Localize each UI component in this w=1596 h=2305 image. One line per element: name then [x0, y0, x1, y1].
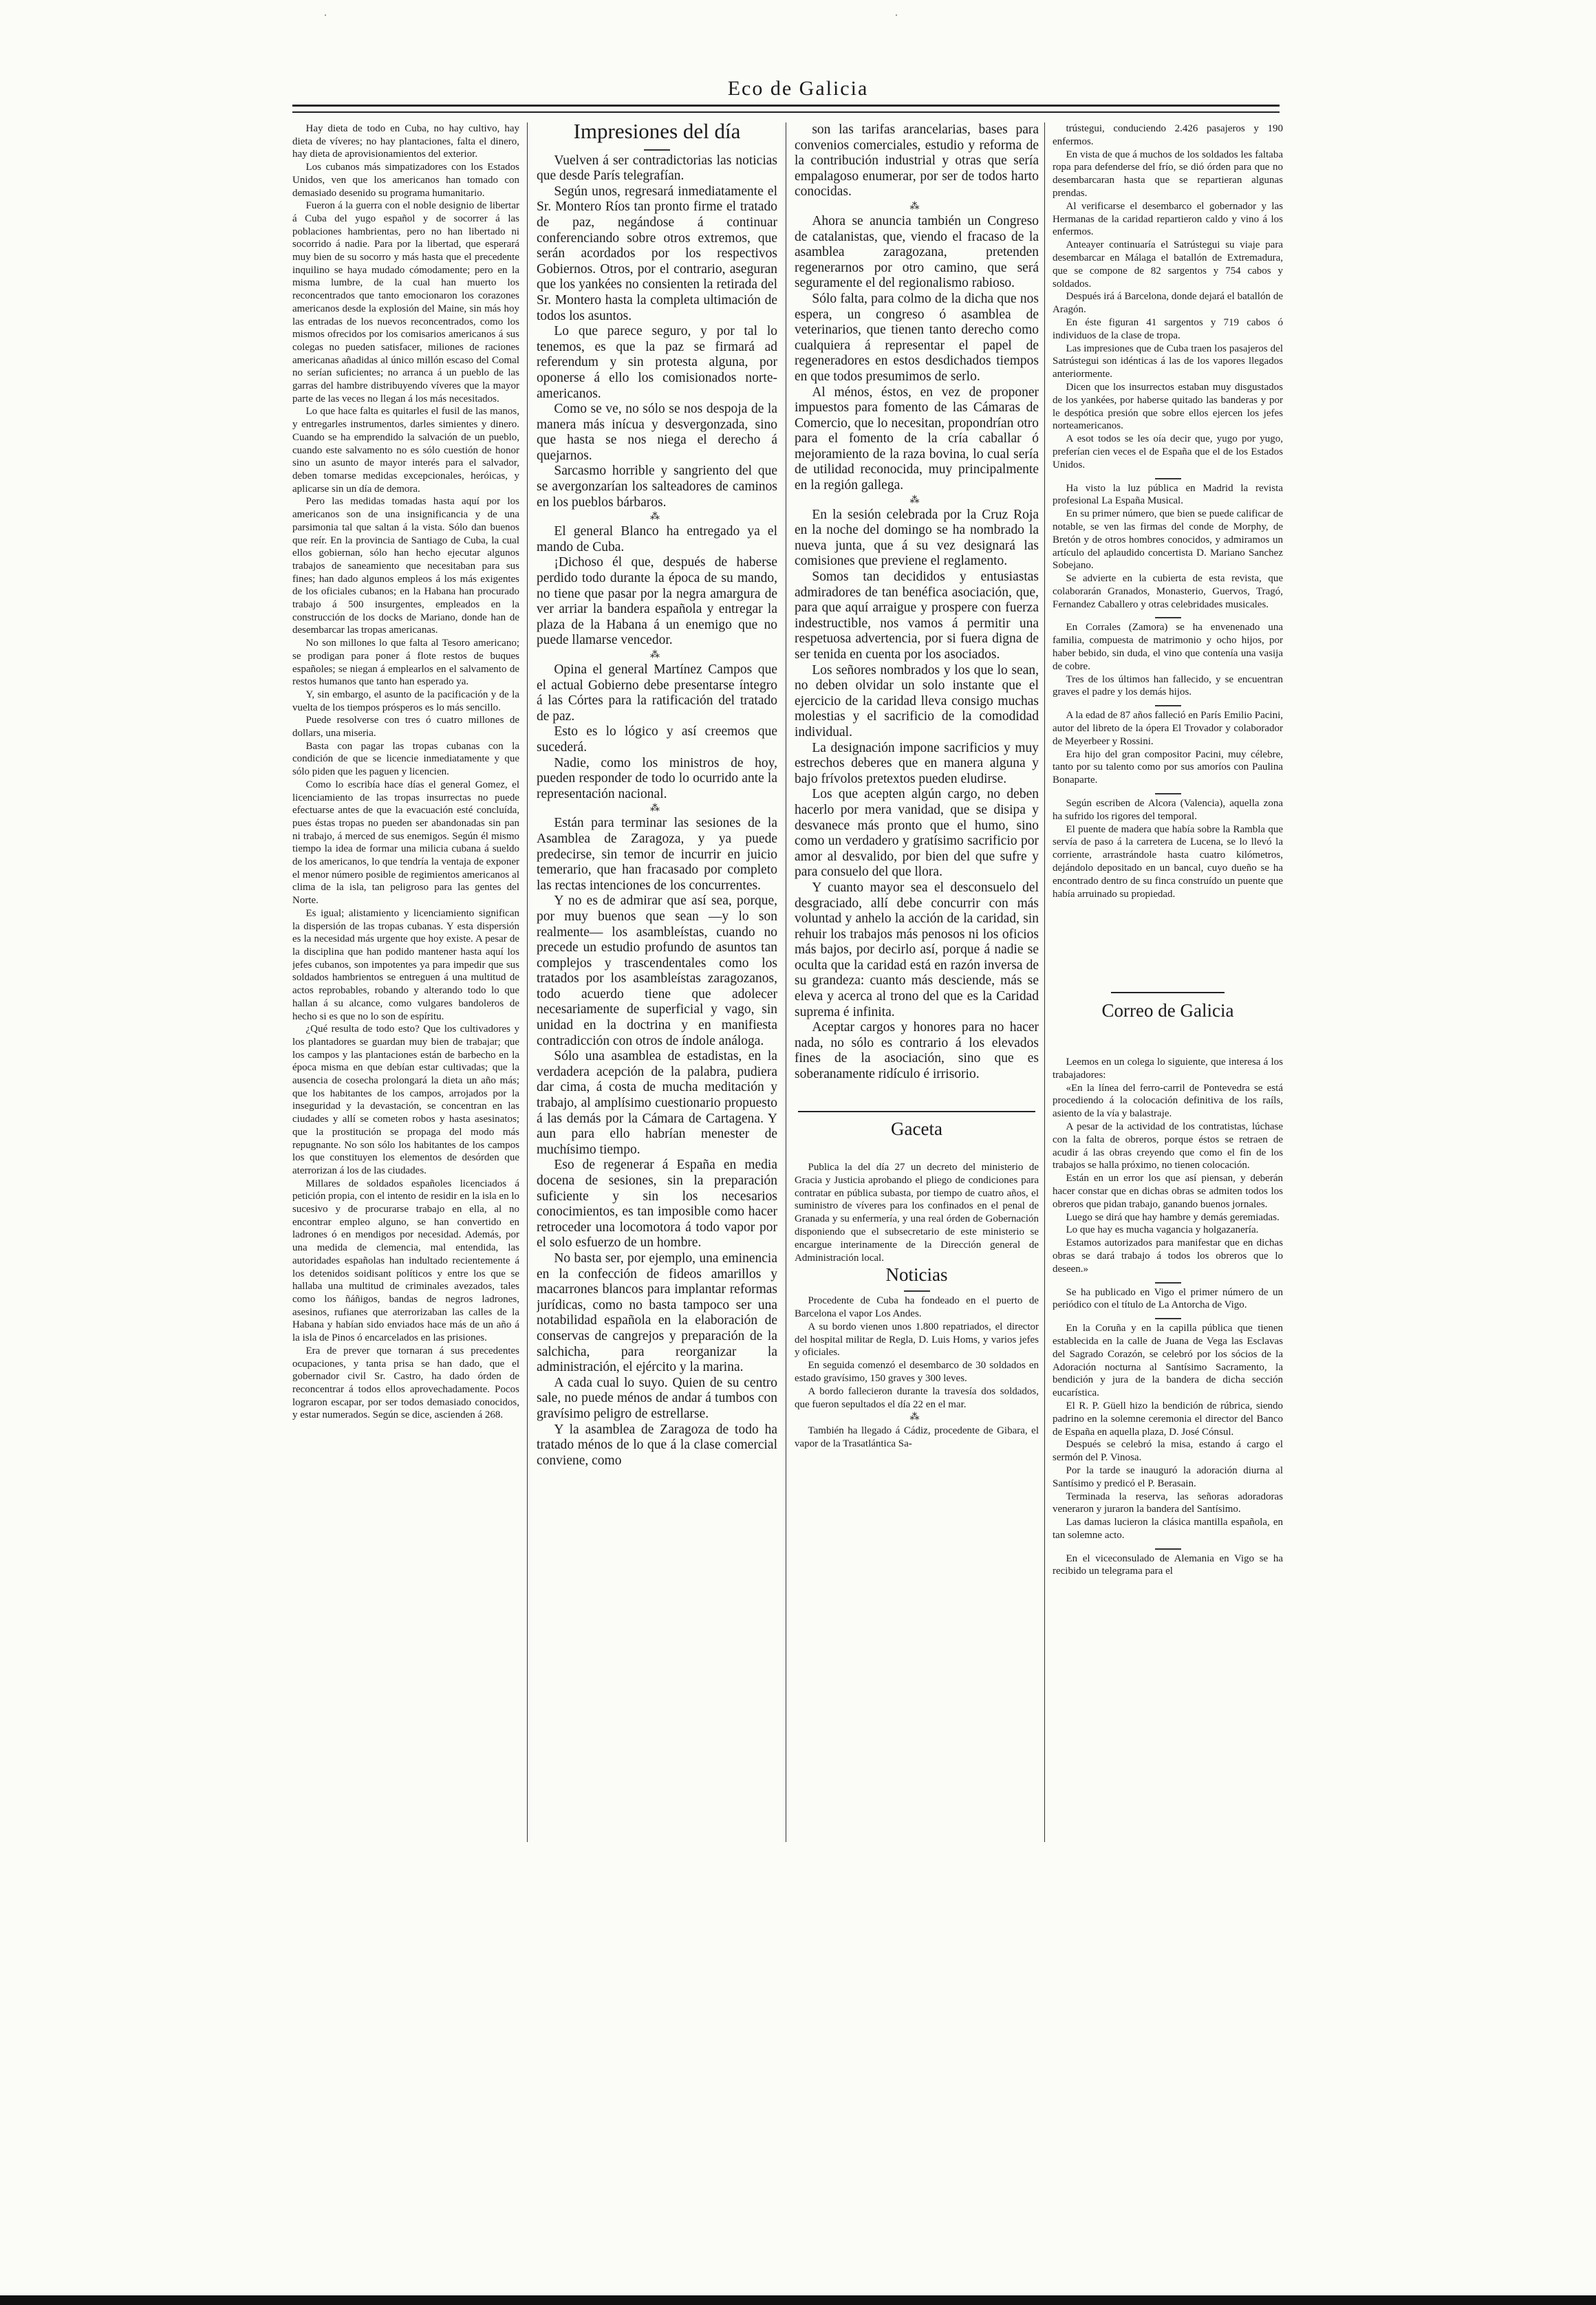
article-paragraph: Al ménos, éstos, en vez de proponer impuestos para fomento de las Cámaras de Comercio, que lo necesitan, propondrían otro para el fomento de la cría caballar ó mejoramiento de la raza bovina, lo cual sería de utilidad reconocida, muy principalmente en la región gallega.: [795, 385, 1039, 493]
article-paragraph: Lo que parece seguro, y por tal lo tenemos, es que la paz se firmará ad referendum y sin protesta alguna, por oponerse á ello los comisionados norte-americanos.: [537, 324, 777, 401]
article-paragraph: Al verificarse el desembarco el gobernador y las Hermanas de la caridad repartieron caldo y vino á los enfermos.: [1053, 200, 1283, 238]
article-paragraph: Las impresiones que de Cuba traen los pasajeros del Satrústegui son idénticas á las de los vapores llegados anteriormente.: [1053, 343, 1283, 380]
article-paragraph: A pesar de la actividad de los contratistas, lúchase con la falta de obreros, porque éstos se retraen de acudir á las obras creyendo que como el fin de los trabajos se halla próximo, no tienen colocación.: [1053, 1121, 1283, 1171]
article-paragraph: A esot todos se les oía decir que, yugo por yugo, preferían cien veces el de España que el de los Estados Unidos.: [1053, 433, 1283, 470]
article-paragraph: Las damas lucieron la clásica mantilla española, en tan solemne acto.: [1053, 1517, 1283, 1541]
article-paragraph: Y no es de admirar que así sea, porque, por muy buenos que sean —y lo son realmente— los asambleístas, cuando no precede un estudio profundo de asuntos tan complejos y trascendentales como los tratados por los asambleístas zaragozanos, todo acuerdo tiene que adolecer necesariamente de superficial y vago, sin unidad en la doctrina y en manifiesta contradicción con otros de índole análoga.: [537, 894, 777, 1048]
article-paragraph: Lo que hay es mucha vagancia y holgazanería.: [1066, 1224, 1259, 1236]
correo-heading: [1053, 999, 1283, 1027]
article-paragraph: Están para terminar las sesiones de la Asamblea de Zaragoza, y ya puede predecirse, sin temor de incurrir en juicio temerario, que han fracasado por completo las rectas intenciones de los concurrentes.: [537, 816, 777, 893]
impresiones-title: Impresiones del día: [573, 122, 741, 143]
article-paragraph: Basta con pagar las tropas cubanas con la condición de que se licencie inmediatamente y que sólo piden que les paguen y licencien.: [292, 740, 519, 778]
article-paragraph: Después irá á Barcelona, donde dejará el batallón de Aragón.: [1053, 291, 1283, 316]
section-rule: [798, 1111, 1035, 1112]
column-4-lower: [1053, 1056, 1283, 1823]
item-separator: [1053, 702, 1283, 706]
margin-mark: ·: [323, 8, 327, 22]
article-paragraph: El R. P. Güell hizo la bendición de rúbrica, siendo padrino en la solemne ceremonia el director del Banco de España en aquella plaza, D. José Cónsul.: [1053, 1400, 1283, 1438]
article-paragraph: Y cuanto mayor sea el desconsuelo del desgraciado, allí debe concurrir con más voluntad y anhelo la acción de la caridad, sin rehuir los trabajos más penosos ni los oficios más bajos, por decirlo así, porque á nadie se oculta que la caridad está en razón inversa de su grandeza: cuanto más desciende, más se eleva y acerca al trono del que es la Caridad suprema é infinita.: [795, 880, 1039, 1019]
section-rule: [1111, 992, 1225, 993]
asterism-separator: ⁂: [909, 201, 924, 212]
article-paragraph: Era hijo del gran compositor Pacini, muy célebre, tanto por su talento como por sus amoríos con Paulina Bonaparte.: [1053, 748, 1283, 786]
article-paragraph: En su primer número, que bien se puede calificar de notable, se ven las firmas del conde de Morphy, de Bretón y de otros hombres conocidos, y admiramos un artículo del aplaudido concertista D. Mariano Sanchez Sobejano.: [1053, 508, 1283, 572]
article-paragraph: Los cubanos más simpatizadores con los Estados Unidos, ven que los americanos han tomado con demasiado desenido su programa humanitario.: [292, 162, 519, 199]
newspaper-title: Eco de Galicia: [727, 77, 869, 100]
article-paragraph: Lo que hace falta es quitarles el fusil de las manos, y entregarles instrumentos, darles simientes y dinero. Cuando se ha emprendido la salvación de un pueblo, cuando este salvamento no es sólo cuestión de honor sino un asunto de mayor interés para el salvador, deben tomarse medidas excepcionales, heróicas, y aplicarse sin un día de demora.: [292, 406, 519, 495]
article-paragraph: Como lo escribía hace días el general Gomez, el licenciamiento de las tropas insurrectas no puede efectuarse antes de que la evacuación esté concluída, pues éstas tropas no pueden ser abandonadas sin pan ni trabajo, á merced de sus enemigos. Según él mismo tiempo la idea de formar una milicia cubana á sueldo de los americanos, lo que tendría la ventaja de exponer el menor número posible de regimientos americanos al clima de la isla, tan peligroso para las gentes del Norte.: [292, 779, 519, 907]
title-rule: [537, 145, 777, 151]
item-separator: [1053, 1279, 1283, 1284]
column-4: [1053, 122, 1283, 986]
article-paragraph: Fueron á la guerra con el noble designio de libertar á Cuba del yugo español y de socorrer á las poblaciones hambrientas, pero no han libertado ni socorrido á nadie. Para por la libertad, que esperará muy bien de su socorro y más hasta que el precedente inquilino se haya mudado cómodamente; pero en la misma lumbre, de la cual han muerto los reconcentrados que tanto emocionaron los corazones americanos desde la explosión del Maine, sin más hoy las entradas de los nuevos reconcentrados, como los mismos ofrecidos por los comisarios americanos á sus colegas no pueden satisfacer, miliones de raciones americanas añadidas al único millón escaso del Comal no serían suficientes; no arranca á un pueblo de las garras del hambre distribuyendo víveres que la mayor parte de las veces no llegan á los más necesitados.: [292, 200, 519, 404]
article-paragraph: El puente de madera que había sobre la Rambla que servía de paso á la carretera de Lucena, se lo llevó la corriente, arrastrándole hasta cuatro kilómetros, dejándolo depositado en un bancal, cuyo dueño se ha encontrado dentro de su finca construído un puente que había arruinado su propiedad.: [1053, 823, 1283, 900]
article-paragraph: No basta ser, por ejemplo, una eminencia en la confección de fideos amarillos y macarrones blancos para implantar reformas jurídicas, como no basta tampoco ser una notabilidad española en la elaboración de conservas de cangrejos y preparación de la salchicha, para reorganizar la administración, el ejército y la marina.: [537, 1251, 777, 1375]
item-separator: [1053, 1314, 1283, 1319]
article-paragraph: En la Coruña y en la capilla pública que tienen establecida en la calle de Juana de Vega las Esclavas del Sagrado Corazón, se celebró por los sócios de la Adoración nocturna al Santísimo Sacramento, la bendición y jura de la bandera de dicha sección eucarística.: [1053, 1323, 1283, 1399]
article-paragraph: ¡Dichoso él que, después de haberse perdido todo durante la época de su mando, no tiene que pasar por la negra amargura de ver arriar la bandera española y entregar la plaza de la Habana á un enemigo que no puede llamarse vencedor.: [537, 555, 777, 648]
article-paragraph: Eso de regenerar á España en media docena de sesiones, sin la preparación suficiente y sin los necesarios conocimientos, es tan imposible como hacer retroceder una locomotora á todo vapor por el solo esfuerzo de un hombre.: [537, 1158, 777, 1251]
column-3: [795, 122, 1039, 1103]
article-paragraph: Hay dieta de todo en Cuba, no hay cultivo, hay dieta de víveres; no hay plantaciones, falta el dinero, hay dieta de aprovisionamientos del exterior.: [292, 123, 519, 160]
item-separator: [1053, 1545, 1283, 1550]
article-paragraph: Y la asamblea de Zaragoza de todo ha tratado ménos de lo que á la clase comercial conviene, como: [537, 1422, 777, 1468]
article-paragraph: En el viceconsulado de Alemania en Vigo se ha recibido un telegrama para el: [1053, 1552, 1283, 1577]
item-separator: [1053, 614, 1283, 618]
article-paragraph: Se advierte en la cubierta de esta revista, que colaborarán Granados, Monasterio, Guervos, Tragó, Fernandez Caballero y otras celebridades musicales.: [1053, 573, 1283, 610]
article-paragraph: Esto es lo lógico y así creemos que sucederá.: [537, 724, 777, 755]
article-paragraph: Leemos en un colega lo siguiente, que interesa á los trabajadores:: [1053, 1057, 1283, 1081]
noticias-title: Noticias: [885, 1264, 948, 1286]
article-paragraph: Anteayer continuaría el Satrústegui su viaje para desembarcar en Málaga el batallón de Extremadura, que se compone de 82 sargentos y 754 cabos y soldados.: [1053, 239, 1283, 290]
asterism-separator: ⁂: [909, 1412, 924, 1423]
article-paragraph: A bordo fallecieron durante la travesía dos soldados, que fueron sepultados el día 22 en el mar.: [795, 1385, 1039, 1410]
column-1: [292, 122, 519, 1839]
article-paragraph: En Corrales (Zamora) se ha envenenado una familia, compuesta de matrimonio y ocho hijos, por haber bebido, sin duda, el vino que contenía una vasija de cobre.: [1053, 622, 1283, 672]
article-paragraph: No son millones lo que falta al Tesoro americano; se prodigan para poner á flote restos de buques españoles; se niegan á emplearlos en el salvamento de restos humanos que tanto han esperado ya.: [292, 638, 519, 688]
article-paragraph: Vuelven á ser contradictorias las noticias que desde París telegrafían.: [537, 153, 777, 184]
article-paragraph: Publica la del día 27 un decreto del ministerio de Gracia y Justicia aprobando el pliego de condiciones para contratar en pública subasta, por tiempo de cuatro años, el suministro de víveres para los confinados en el penal de Granada y su enfermería, y una real órden de Gobernación disponiendo que el subsecretario de este ministerio se encargue interinamente de la Dirección general de Administración local.: [795, 1162, 1039, 1264]
gaceta-heading: [795, 1117, 1039, 1145]
article-paragraph: A cada cual lo suyo. Quien de su centro sale, no puede ménos de andar á tumbos con gravísimo peligro de estrellarse.: [537, 1375, 777, 1421]
asterism-separator: ⁂: [909, 495, 924, 506]
article-paragraph: Estamos autorizados para manifestar que en dichas obras se dará trabajo á todos los obreros que lo deseen.»: [1053, 1237, 1283, 1275]
article-paragraph: Aceptar cargos y honores para no hacer nada, no sólo es contrario á los elevados fines de la asociación, sino que es soberanamente ridículo é irrisorio.: [795, 1020, 1039, 1082]
article-paragraph: También ha llegado á Cádiz, procedente de Gibara, el vapor de la Trasatlántica Sa-: [795, 1425, 1039, 1450]
article-paragraph: Están en un error los que así piensan, y deberán hacer constar que en dichas obras se admiten todos los obreros que pidan trabajo, ganando buenos jornales.: [1053, 1173, 1283, 1210]
article-paragraph: Es igual; alistamiento y licenciamiento significan la dispersión de las tropas cubanas. Y esta dispersión es la necesidad más urgente que hoy existe. A pesar de la disciplina que han podido mantener hasta aquí los jefes cubanos, son impotentes ya para impedir que sus soldados hambrientos se entreguen á una multitud de actos reprobables, robando y alterando todo lo que hallan á su alcance, como vulgares bandoleros de hecho si es que no lo son de espíritu.: [292, 907, 519, 1022]
article-paragraph: Y, sin embargo, el asunto de la pacificación y de la vuelta de los tiempos prósperos es lo más sencillo.: [292, 689, 519, 713]
article-paragraph: Puede resolverse con tres ó cuatro millones de dollars, una miseria.: [292, 715, 519, 739]
article-paragraph: Como se ve, no sólo se nos despoja de la manera más inícua y desvergonzada, sino que hasta se nos niega el derecho á quejarnos.: [537, 402, 777, 463]
article-paragraph: El general Blanco ha entregado ya el mando de Cuba.: [537, 524, 777, 554]
article-paragraph: Según unos, regresará inmediatamente el Sr. Montero Ríos tan pronto firme el tratado de paz, negándose á continuar conferenciando sobre otros extremos, que serán acordados por los respectivos Gobiernos. Otros, por el contrario, aseguran que los yankées no consienten la retirada del Sr. Montero hasta la completa ultimación de todos los asuntos.: [537, 184, 777, 323]
margin-mark: ·: [894, 8, 898, 22]
column-2: [537, 122, 777, 1780]
article-paragraph: A la edad de 87 años falleció en París Emilio Pacini, autor del libreto de la ópera El Trovador y colaborador de Meyerbeer y Rossini.: [1053, 710, 1283, 747]
item-separator: [1053, 475, 1283, 479]
title-rule: [795, 1287, 1039, 1292]
article-paragraph: son las tarifas arancelarias, bases para convenios comerciales, estudio y reforma de la contribución industrial y otras que sería empalagoso enumerar, por ser de todos harto conocidas.: [795, 122, 1039, 199]
article-paragraph: Luego se dirá que hay hambre y demás geremiadas.: [1066, 1211, 1280, 1223]
article-paragraph: ¿Qué resulta de todo esto? Que los cultivadores y los plantadores se guardan muy bien de trabajar; que los campos y las plantaciones están de barbecho en la época misma en que debían estar cultivadas; que la ausencia de cosecha prolongará la dieta un año más; que los habitantes de los campos, arrojados por la inseguridad y la devastación, se concentran en las ciudades y allí se cometen robos y hasta asesinatos; que la prostitución se propaga del modo más repugnante. No son sólo los habitantes de los campos los que constituyen los elementos de desórden que aterrorizan á los de las ciudades.: [292, 1024, 519, 1176]
article-paragraph: Ha visto la luz pública en Madrid la revista profesional La España Musical.: [1053, 482, 1283, 507]
article-paragraph: Terminada la reserva, las señoras adoradoras veneraron y juraron la bandera del Santísimo.: [1053, 1491, 1283, 1515]
header-rule: [292, 105, 1280, 113]
article-paragraph: Se ha publicado en Vigo el primer número de un periódico con el título de La Antorcha de Vigo.: [1053, 1286, 1283, 1311]
article-paragraph: Por la tarde se inauguró la adoración diurna al Santísimo y predicó el P. Berasain.: [1053, 1464, 1283, 1489]
item-separator: [1053, 790, 1283, 794]
article-paragraph: Sólo falta, para colmo de la dicha que nos espera, un congreso ó asamblea de veterinarios, que tienen tanto derecho como cualquiera á representar el papel de regeneradores en estos desdichados tiempos en que todos presumimos de serlo.: [795, 291, 1039, 384]
article-paragraph: Procedente de Cuba ha fondeado en el puerto de Barcelona el vapor Los Andes.: [795, 1295, 1039, 1319]
asterism-separator: ⁂: [650, 803, 664, 814]
article-paragraph: La designación impone sacrificios y muy estrechos deberes que en manera alguna y bajo frívolos pretextos pueden eludirse.: [795, 740, 1039, 786]
article-paragraph: Los que acepten algún cargo, no deben hacerlo por mera vanidad, que se disipa y desvanece más pronto que el humo, sino como un verdadero y gratísimo sacrificio por amor al desvalido, por bien del que sufre y para consuelo del que llora.: [795, 787, 1039, 880]
article-paragraph: Ahora se anuncia también un Congreso de catalanistas, que, viendo el fracaso de la asamblea zaragozana, pretenden regenerarnos por otro camino, que será seguramente el del regionalismo rabioso.: [795, 213, 1039, 291]
article-paragraph: En vista de que á muchos de los soldados les faltaba ropa para defenderse del frío, se dió órden para que no desembarcaran hasta que se repartieran algunas prendas.: [1053, 149, 1283, 199]
article-paragraph: Según escriben de Alcora (Valencia), aquella zona ha sufrido los rigores del temporal.: [1053, 798, 1283, 822]
article-paragraph: Somos tan decididos y entusiastas admiradores de tan benéfica asociación, que, para que aquí arraigue y prospere con fuerza indestructible, nos vamos á permitir una respetuosa advertencia, por si fuera digna de ser tenida en cuenta por los asociados.: [795, 570, 1039, 662]
article-paragraph: Pero las medidas tomadas hasta aquí por los americanos son de una insignificancia y de una parsimonia tal que saltan á la vista. Sólo dan buenos que reír. En la provincia de Santiago de Cuba, la cual ellos gobiernan, sólo han hecho ejecutar algunos trabajos de saneamiento que necesitaban para sus fines; han dado algunos empleos á los más exigentes de los oficiales cubanos; en la Habana han procurado trabajo á 500 insurgentes, empleados en la construcción de los docks de Mariano, donde han de desembarcar las tropas americanas.: [292, 496, 519, 636]
article-paragraph: Después se celebró la misa, estando á cargo el sermón del P. Vinosa.: [1053, 1439, 1283, 1464]
article-paragraph: En éste figuran 41 sargentos y 719 cabos ó individuos de la clase de tropa.: [1053, 316, 1283, 341]
asterism-separator: ⁂: [650, 650, 664, 660]
article-paragraph: Sarcasmo horrible y sangriento del que se avergonzarían los salteadores de caminos en los pueblos bárbaros.: [537, 464, 777, 510]
article-paragraph: En la sesión celebrada por la Cruz Roja en la noche del domingo se ha nombrado la nueva junta, que á su vez designará las comisiones que previene el reglamento.: [795, 507, 1039, 569]
article-paragraph: Tres de los últimos han fallecido, y se encuentran graves el padre y los demás hijos.: [1053, 673, 1283, 698]
article-paragraph: Sólo una asamblea de estadistas, en la verdadera acepción de la palabra, pudiera dar cima, á costa de mucha meditación y trabajo, al amplísimo cuestionario propuesto á las demás por la Cámara de Cartagena. Y aun para ello habrían menester de muchísimo tiempo.: [537, 1049, 777, 1157]
correo-title: Correo de Galicia: [1101, 1000, 1234, 1021]
gaceta-title: Gaceta: [891, 1118, 942, 1139]
article-paragraph: Los señores nombrados y los que lo sean, no deben olvidar un solo instante que el ejercicio de la caridad lleva consigo muchas molestias y el sacrificio de la comodidad individual.: [795, 662, 1039, 739]
article-paragraph: En seguida comenzó el desembarco de 30 soldados en estado gravísimo, 150 graves y 300 leves.: [795, 1360, 1039, 1384]
column-3-lower: [795, 1161, 1039, 1821]
article-paragraph: Opina el general Martínez Campos que el actual Gobierno debe presentarse íntegro á las Córtes para la ratificación del tratado de paz.: [537, 662, 777, 724]
asterism-separator: ⁂: [650, 512, 664, 523]
column-divider: [1044, 122, 1045, 1842]
article-paragraph: trústegui, conduciendo 2.426 pasajeros y 190 enfermos.: [1053, 123, 1283, 147]
article-paragraph: «En la línea del ferro-carril de Pontevedra se está procediendo á la colocación definitiva de los raíls, asiento de la vía y balastraje.: [1053, 1082, 1283, 1120]
article-paragraph: Millares de soldados españoles licenciados á petición propia, con el intento de residir en la isla en lo sucesivo y de procurarse trabajo en ella, al no encontrar empleo alguno, se han convertido en ladrones ó en mendigos por necesidad. Además, por una medida de clemencia, mal entendida, las autoridades españolas han indultado recientemente á los detenidos soidisant políticos y entre los que se hallaba una multitud de criminales avezados, tales como los ñáñigos, bandas de negros ladrones, asesinos, rufianes que aterrorizaban las calles de la Habana y habían sido enviados hace más de un año á la isla de Pinos ó encarcelados en las prisiones.: [292, 1178, 519, 1344]
article-paragraph: Dicen que los insurrectos estaban muy disgustados de los yankées, por haberse quitado las banderas y por le despótica presión que sobre ellos ejercen los jefes norteamericanos.: [1053, 381, 1283, 432]
article-paragraph: Nadie, como los ministros de hoy, pueden responder de todo lo ocurrido ante la representación nacional.: [537, 755, 777, 801]
article-paragraph: Era de prever que tornaran á sus precedentes ocupaciones, y tanta prisa se han dado, que el gobernador civil Sr. Castro, ha dado órden de reconcentrar á todos ellos aprovechadamente. Pocos lograron escapar, por ser todos demasiado conocidos, y estar numerados. Según se dice, ascienden á 268.: [292, 1345, 519, 1421]
column-divider: [527, 122, 528, 1842]
article-paragraph: A su bordo vienen unos 1.800 repatriados, el director del hospital militar de Regla, D. Luis Homs, y varios jefes y oficiales.: [795, 1321, 1039, 1359]
page-bottom-edge: [0, 2295, 1596, 2305]
